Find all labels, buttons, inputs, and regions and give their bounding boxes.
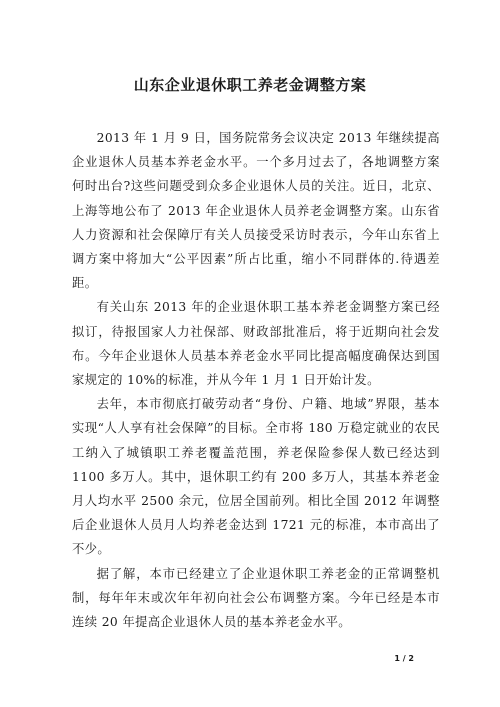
paragraph-4: 据了解，本市已经建立了企业退休职工养老金的正常调整机制，每年年末或次年年初向社会公布调整方案。今年已经是本市连续 20 年提高企业退休人员的基本养老金水平。 [72, 566, 440, 630]
paragraph-3: 去年，本市彻底打破劳动者“身份、户籍、地域”界限，基本实现“人人享有社会保障”的目标。全市将 180 万稳定就业的农民工纳入了城镇职工养老覆盖范围，养老保险参保人数已经达到 1100 多万人。其中，退休职工约有 200 多万人，其基本养老金月人均水平 2500 余元，位居全国前列。相比全国 2012 年调整后企业退休人员月人均养老金达到 1721 元的标准，本市高出了不少。 [72, 397, 440, 557]
document-title: 山东企业退休职工养老金调整方案 [133, 76, 367, 94]
paragraph-1: 2013 年 1 月 9 日，国务院常务会议决定 2013 年继续提高企业退休人员基本养老金水平。一个多月过去了，各地调整方案何时出台?这些问题受到众多企业退休人员的关注。近日，北京、上海等地公布了 2013 年企业退休人员养老金调整方案。山东省人力资源和社会保障厅有关人员接受采访时表示，今年山东省上调方案中将加大“公平因素”所占比重，缩小不同群体的.待遇差距。 [72, 131, 440, 291]
paragraph-2: 有关山东 2013 年的企业退休职工基本养老金调整方案已经拟订，待报国家人力社保部、财政部批准后，将于近期向社会发布。今年企业退休人员基本养老金水平同比提高幅度确保达到国家规定的 10%的标准，并从今年 1 月 1 日开始计发。 [72, 300, 440, 388]
document-body [72, 126, 440, 634]
page-number: 1 / 2 [394, 654, 414, 663]
